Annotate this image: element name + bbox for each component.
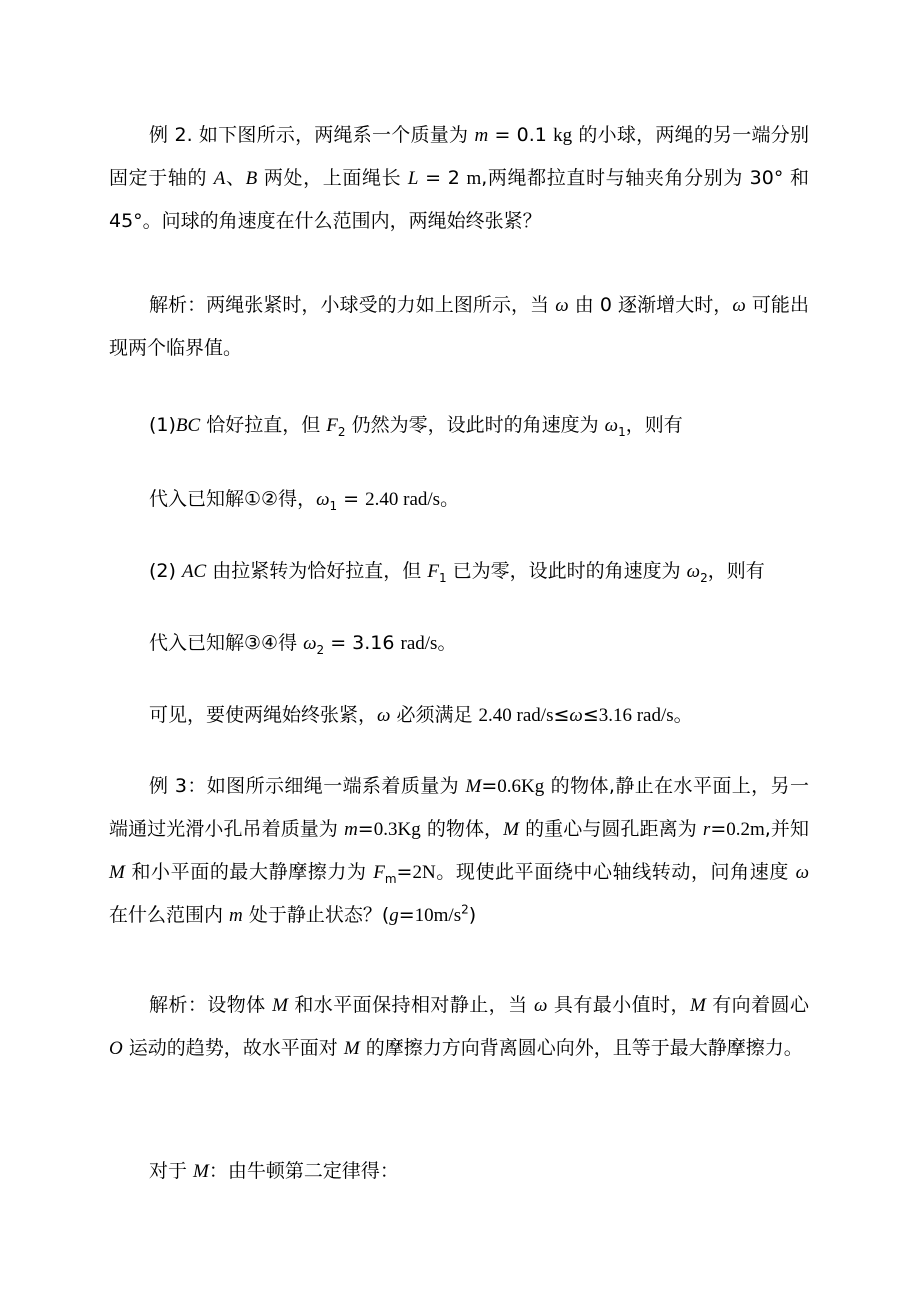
text-run: 。 [440, 488, 460, 510]
case-1-paragraph [109, 404, 809, 447]
text-run: ≤ [582, 704, 599, 726]
text-run: 和水平面保持相对静止，当 [287, 994, 535, 1016]
math-symbol: M [193, 1161, 209, 1182]
text-run: ,两绳都拉直时与轴夹角分别为 30° 和 45°。问球的角速度在什么范围内，两绳始终张紧？ [109, 167, 816, 232]
math-symbol: m [474, 125, 489, 146]
text-run: 解析：两绳张紧时，小球受的力如上图所示，当 [149, 294, 556, 316]
subscript: 1 [438, 570, 447, 585]
math-symbol: ω [534, 995, 548, 1016]
newton-second-law-line [109, 1150, 809, 1193]
text-run: 10m/s [414, 905, 462, 926]
text-run: 0.2m [726, 819, 765, 840]
text-run: 代入已知解①②得， [149, 488, 317, 510]
text-run: 的小球，两绳的另一端分别固定于轴的 [109, 124, 809, 189]
subscript: 2 [316, 642, 325, 657]
math-symbol: ω [795, 862, 809, 883]
text-run: 0.3Kg [373, 819, 421, 840]
example-3-problem [109, 765, 816, 937]
math-symbol: BC [175, 415, 201, 436]
math-symbol: ω [686, 561, 701, 582]
text-run: 0.6Kg [497, 776, 545, 797]
conclusion-example-2 [109, 694, 809, 737]
text-run: 的物体， [420, 818, 504, 840]
text-run: = 3.16 [324, 632, 401, 654]
case-2-result [109, 622, 809, 665]
text-run: 由 0 逐渐增大时， [568, 294, 733, 316]
math-symbol: O [109, 1038, 123, 1059]
text-run: = [396, 861, 413, 883]
text-run: = [398, 904, 415, 926]
math-symbol: M [689, 995, 706, 1016]
superscript: 2 [461, 902, 469, 917]
text-run: = 2 [418, 167, 467, 189]
text-run: 、 [225, 167, 246, 189]
text-run: 的物体,静止在水平面上，另一端通过光滑小孔吊着质量为 [109, 775, 809, 840]
math-symbol: ω [604, 415, 619, 436]
text-run: kg [553, 125, 573, 146]
math-symbol: M [109, 862, 125, 883]
text-run: 可能出现两个临界值。 [109, 294, 809, 359]
math-symbol: F [326, 415, 338, 436]
text-run: 有向着圆心 [705, 994, 816, 1016]
math-symbol: M [465, 776, 482, 797]
text-run: 已为零，设此时的角速度为 [446, 560, 687, 582]
math-symbol: ω [377, 705, 391, 726]
text-run: 例 3：如图所示细绳一端系着质量为 [149, 775, 466, 797]
math-symbol: M [503, 819, 519, 840]
text-run: = [337, 488, 366, 510]
text-run: 2N [412, 862, 436, 883]
math-symbol: ω [732, 295, 746, 316]
math-symbol: AC [181, 561, 207, 582]
math-symbol: ω [303, 633, 317, 654]
math-symbol: F [427, 561, 439, 582]
text-run: 运动的趋势，故水平面对 [122, 1037, 344, 1059]
text-run: 3.16 rad/s [598, 705, 674, 726]
math-symbol: M [343, 1038, 360, 1059]
text-run: 的摩擦力方向背离圆心向外，且等于最大静摩擦力。 [359, 1037, 803, 1059]
text-run: 和小平面的最大静摩擦力为 [124, 861, 374, 883]
text-run: 必须满足 [390, 704, 479, 726]
analysis-paragraph-1 [109, 284, 809, 369]
text-run: 的重心与圆孔距离为 [518, 818, 703, 840]
text-run: (2) [149, 560, 182, 582]
text-run: 处于静止状态？( [242, 904, 390, 926]
text-run: = [481, 775, 498, 797]
text-run: ,并知 [764, 818, 816, 840]
subscript: m [384, 871, 397, 886]
text-run: = 0.1 [488, 124, 554, 146]
text-run: ≤ [553, 704, 570, 726]
math-symbol: g [389, 905, 399, 926]
subscript: 1 [618, 424, 626, 439]
subscript: 1 [329, 498, 338, 513]
math-symbol: m [344, 819, 358, 840]
text-run: = [357, 818, 374, 840]
text-run: 在什么范围内 [109, 861, 816, 926]
example-2-problem [109, 114, 816, 242]
analysis-paragraph-3 [109, 984, 816, 1070]
math-symbol: L [407, 168, 419, 189]
case-2-paragraph [109, 550, 809, 593]
text-run: 仍然为零，设此时的角速度为 [345, 414, 605, 436]
text-run: 例 2. 如下图所示，两绳系一个质量为 [149, 124, 475, 146]
math-symbol: r [702, 819, 711, 840]
text-run: 可见，要使两绳始终张紧， [149, 704, 378, 726]
text-run: rad/s [400, 633, 438, 654]
text-run: 。 [437, 632, 457, 654]
text-run: ：由牛顿第二定律得： [208, 1160, 399, 1182]
math-symbol: F [373, 862, 385, 883]
case-1-result [109, 478, 809, 521]
text-run: 。 [673, 704, 693, 726]
text-run: 2.40 rad/s [478, 705, 554, 726]
math-symbol: ω [569, 705, 583, 726]
text-run: 具有最小值时， [547, 994, 690, 1016]
text-run: 两处，上面绳长 [257, 167, 408, 189]
text-run: (1) [149, 414, 176, 436]
text-run: 2.40 rad/s [365, 489, 441, 510]
text-run: 恰好拉直，但 [200, 414, 327, 436]
subscript: 2 [700, 570, 708, 585]
text-run: = [710, 818, 727, 840]
text-run: 代入已知解③④得 [149, 632, 304, 654]
math-symbol: M [272, 995, 288, 1016]
math-symbol: A [213, 168, 226, 189]
text-run: 解析：设物体 [149, 994, 273, 1016]
math-symbol: ω [555, 295, 569, 316]
text-run: 由拉紧转为恰好拉直，但 [206, 560, 428, 582]
math-symbol: B [245, 168, 258, 189]
text-run: 对于 [149, 1160, 194, 1182]
text-run: ，则有 [707, 560, 765, 582]
subscript: 2 [337, 424, 346, 439]
math-symbol: m [229, 905, 243, 926]
text-run: m [466, 168, 482, 189]
text-run: ) [468, 904, 477, 926]
math-symbol: ω [316, 489, 330, 510]
text-run: ，则有 [625, 414, 683, 436]
text-run: 。现使此平面绕中心轴线转动，问角速度 [435, 861, 796, 883]
